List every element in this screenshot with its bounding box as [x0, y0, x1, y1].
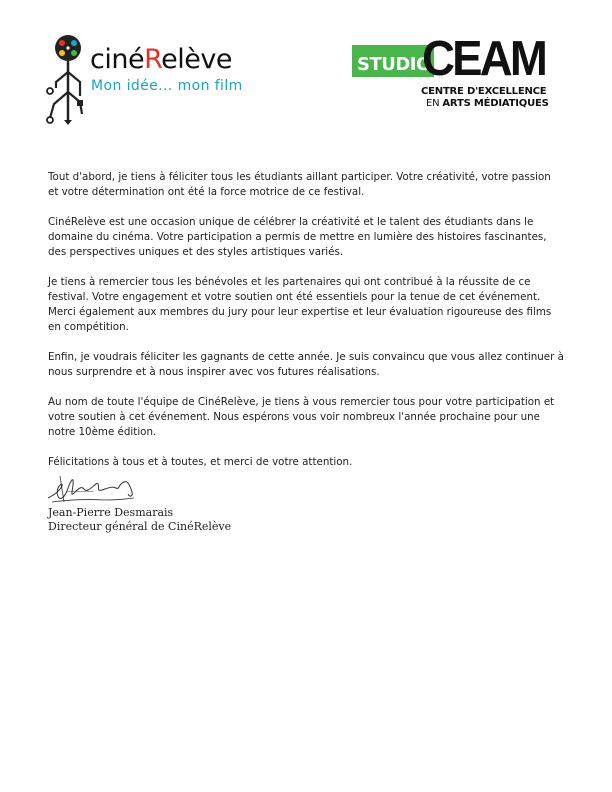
cinereleve-logo — [46, 34, 256, 126]
ceam-subtitle-bold: ARTS MÉDIATIQUES — [442, 98, 549, 109]
signatory-name: Jean-Pierre Desmarais — [48, 506, 174, 519]
brand-suffix: elève — [161, 44, 232, 75]
brand-r: R — [144, 44, 162, 75]
letter-body — [48, 170, 564, 485]
ceam-subtitle-line1: CENTRE D'EXCELLENCE — [421, 86, 547, 97]
paragraph: Félicitations à tous et à toutes, et merci de votre attention. — [48, 456, 353, 468]
ceam-subtitle-prefix: EN — [426, 98, 443, 109]
brand-prefix: ciné — [90, 44, 145, 75]
paragraph: Au nom de toute l'équipe de CinéRelève, je tiens à vous remercier tous pour votre participation et votre soutien à cet événement. Nous espérons vous voir nombreux l'année prochaine pour une notre 10ème édition. — [48, 396, 555, 438]
paragraph: CinéRelève est une occasion unique de célébrer la créativité et le talent des étudiants dans le domaine du cinéma. Votre participation a permis de mettre en lumière des histoires fascinantes, des perspectives uniques et des styles artistiques variés. — [48, 216, 547, 258]
film-reel-figure-icon — [46, 34, 90, 126]
studio-ceam-logo — [352, 32, 549, 113]
paragraph: Je tiens à remercier tous les bénévoles et les partenaires qui ont contribué à la réussite de ce festival. Votre engagement et votre soutien ont été essentiels pour la tenue de cet événement. Merci également aux membres du jury pour leur expertise et leur évaluation rigoureuse des films en compétition. — [48, 276, 552, 333]
paragraph: Tout d'abord, je tiens à féliciter tous les étudiants aillant participer. Votre créativité, votre passion et votre détermination ont été la force motrice de ce festival. — [48, 171, 551, 198]
ceam-subtitle-line2 — [426, 98, 549, 109]
paragraph: Enfin, je voudrais féliciter les gagnants de cette année. Je suis convaincu que vous allez continuer à nous surprendre et à nous inspirer avec vos futures réalisations. — [48, 351, 564, 378]
ceam-label: CEAM — [422, 32, 546, 86]
signatory-title: Directeur général de CinéRelève — [48, 520, 232, 533]
handwritten-signature — [46, 472, 138, 506]
studio-label: STUDIO — [357, 54, 431, 75]
brand-tagline: Mon idée... mon film — [91, 78, 243, 94]
brand-name — [90, 44, 232, 76]
